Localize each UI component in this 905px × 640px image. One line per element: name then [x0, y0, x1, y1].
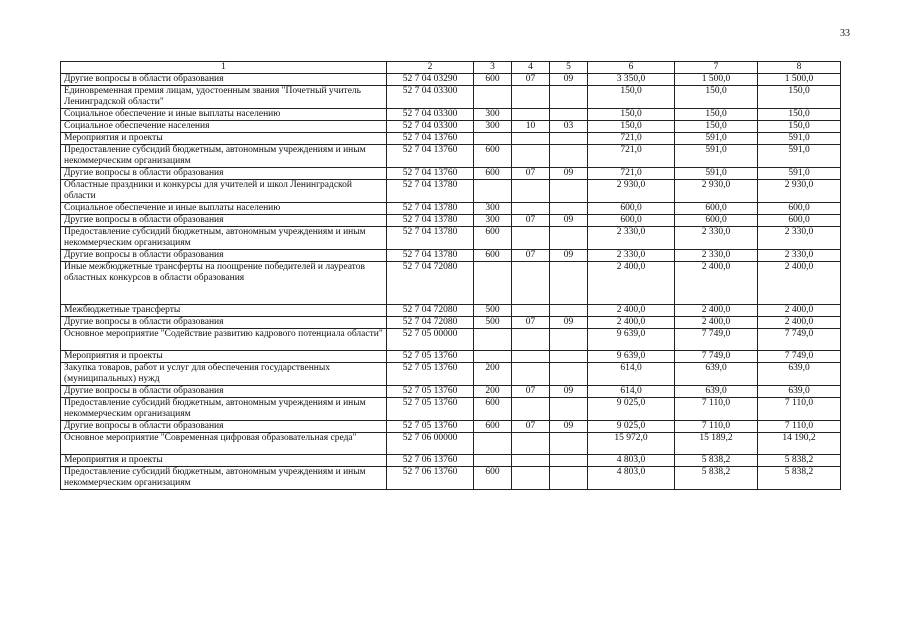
- row-section: [512, 467, 550, 490]
- table-row: [61, 363, 841, 386]
- row-amount-year-2: 600,0: [675, 203, 758, 215]
- row-amount-year-2: 7 749,0: [675, 329, 758, 351]
- row-amount-year-1: 2 400,0: [588, 305, 675, 317]
- row-section: [512, 227, 550, 250]
- row-amount-year-1: 15 972,0: [588, 433, 675, 455]
- row-amount-year-2: 2 400,0: [675, 262, 758, 305]
- row-name: Предоставление субсидий бюджетным, автономным учреждениям и иным некоммерческим организациям: [61, 227, 387, 250]
- row-expense-type: [474, 86, 512, 109]
- row-amount-year-1: 2 400,0: [588, 262, 675, 305]
- row-section: [512, 398, 550, 421]
- table-row: [61, 109, 841, 121]
- table-row: [61, 74, 841, 86]
- row-amount-year-2: 2 330,0: [675, 250, 758, 262]
- row-expense-type: [474, 180, 512, 203]
- row-amount-year-3: 591,0: [758, 145, 841, 168]
- row-amount-year-1: 2 330,0: [588, 250, 675, 262]
- row-expense-type: [474, 133, 512, 145]
- table-row: [61, 203, 841, 215]
- row-code: 52 7 04 03300: [387, 109, 474, 121]
- row-amount-year-1: 3 350,0: [588, 74, 675, 86]
- row-amount-year-1: 9 639,0: [588, 329, 675, 351]
- table-row: [61, 215, 841, 227]
- row-section: [512, 180, 550, 203]
- row-section: 07: [512, 168, 550, 180]
- row-amount-year-2: 2 400,0: [675, 317, 758, 329]
- row-subsection: [550, 433, 588, 455]
- row-code: 52 7 04 13780: [387, 227, 474, 250]
- row-section: 07: [512, 215, 550, 227]
- row-amount-year-2: 639,0: [675, 363, 758, 386]
- column-number-row: [61, 62, 841, 74]
- row-code: 52 7 04 13780: [387, 215, 474, 227]
- row-amount-year-3: 150,0: [758, 86, 841, 109]
- row-code: 52 7 05 13760: [387, 398, 474, 421]
- row-section: [512, 305, 550, 317]
- row-name: Иные межбюджетные трансферты на поощрение победителей и лауреатов областных конкурсов в области образования: [61, 262, 387, 305]
- row-amount-year-3: 2 330,0: [758, 227, 841, 250]
- row-code: 52 7 04 13760: [387, 168, 474, 180]
- row-name: Предоставление субсидий бюджетным, автономным учреждениям и иным некоммерческим организациям: [61, 145, 387, 168]
- row-amount-year-1: 721,0: [588, 145, 675, 168]
- column-header: 5: [550, 62, 588, 74]
- row-name: Другие вопросы в области образования: [61, 215, 387, 227]
- row-amount-year-1: 2 930,0: [588, 180, 675, 203]
- row-name: Другие вопросы в области образования: [61, 421, 387, 433]
- row-amount-year-3: 600,0: [758, 203, 841, 215]
- row-section: 07: [512, 250, 550, 262]
- row-amount-year-2: 15 189,2: [675, 433, 758, 455]
- column-header: 7: [675, 62, 758, 74]
- row-amount-year-1: 4 803,0: [588, 467, 675, 490]
- row-expense-type: [474, 351, 512, 363]
- row-name: Другие вопросы в области образования: [61, 317, 387, 329]
- table-row: [61, 121, 841, 133]
- row-subsection: [550, 180, 588, 203]
- row-name: Предоставление субсидий бюджетным, автономным учреждениям и иным некоммерческим организациям: [61, 398, 387, 421]
- row-section: [512, 145, 550, 168]
- row-section: 10: [512, 121, 550, 133]
- row-expense-type: 600: [474, 398, 512, 421]
- row-expense-type: 600: [474, 421, 512, 433]
- row-name: Закупка товаров, работ и услуг для обеспечения государственных (муниципальных) нужд: [61, 363, 387, 386]
- row-subsection: [550, 262, 588, 305]
- row-subsection: [550, 133, 588, 145]
- row-amount-year-2: 591,0: [675, 168, 758, 180]
- table-row: [61, 421, 841, 433]
- row-subsection: 09: [550, 250, 588, 262]
- row-expense-type: 600: [474, 145, 512, 168]
- row-code: 52 7 06 00000: [387, 433, 474, 455]
- row-code: 52 7 05 13760: [387, 386, 474, 398]
- row-subsection: [550, 109, 588, 121]
- row-name: Единовременная премия лицам, удостоенным звания "Почетный учитель Ленинградской области": [61, 86, 387, 109]
- row-amount-year-1: 2 330,0: [588, 227, 675, 250]
- column-header: 1: [61, 62, 387, 74]
- row-amount-year-3: 2 400,0: [758, 305, 841, 317]
- table-row: [61, 351, 841, 363]
- row-amount-year-1: 9 639,0: [588, 351, 675, 363]
- row-amount-year-3: 1 500,0: [758, 74, 841, 86]
- row-code: 52 7 04 13780: [387, 203, 474, 215]
- table-row: [61, 467, 841, 490]
- table-row: [61, 133, 841, 145]
- row-section: 07: [512, 74, 550, 86]
- row-amount-year-2: 7 110,0: [675, 421, 758, 433]
- budget-table: [60, 61, 841, 490]
- row-section: 07: [512, 317, 550, 329]
- row-amount-year-2: 591,0: [675, 133, 758, 145]
- row-amount-year-2: 5 838,2: [675, 467, 758, 490]
- row-amount-year-3: 591,0: [758, 133, 841, 145]
- table-row: [61, 250, 841, 262]
- row-amount-year-1: 600,0: [588, 215, 675, 227]
- row-amount-year-1: 614,0: [588, 386, 675, 398]
- row-name: Другие вопросы в области образования: [61, 386, 387, 398]
- row-name: Мероприятия и проекты: [61, 455, 387, 467]
- row-expense-type: [474, 455, 512, 467]
- row-subsection: [550, 86, 588, 109]
- table-row: [61, 168, 841, 180]
- row-amount-year-3: 591,0: [758, 168, 841, 180]
- row-amount-year-2: 7 749,0: [675, 351, 758, 363]
- row-amount-year-3: 2 400,0: [758, 317, 841, 329]
- page-number: 33: [840, 28, 850, 39]
- row-name: Другие вопросы в области образования: [61, 250, 387, 262]
- column-header: 6: [588, 62, 675, 74]
- row-name: Другие вопросы в области образования: [61, 168, 387, 180]
- row-code: 52 7 05 13760: [387, 351, 474, 363]
- table-row: [61, 145, 841, 168]
- row-expense-type: [474, 262, 512, 305]
- row-expense-type: 600: [474, 250, 512, 262]
- row-amount-year-1: 721,0: [588, 133, 675, 145]
- row-amount-year-2: 1 500,0: [675, 74, 758, 86]
- row-amount-year-3: 150,0: [758, 109, 841, 121]
- row-amount-year-3: 600,0: [758, 215, 841, 227]
- row-amount-year-2: 2 400,0: [675, 305, 758, 317]
- row-section: 07: [512, 421, 550, 433]
- row-code: 52 7 05 13760: [387, 421, 474, 433]
- row-amount-year-3: 14 190,2: [758, 433, 841, 455]
- row-code: 52 7 06 13760: [387, 467, 474, 490]
- table-row: [61, 329, 841, 351]
- row-section: [512, 133, 550, 145]
- row-code: 52 7 04 03300: [387, 86, 474, 109]
- table-row: [61, 386, 841, 398]
- row-subsection: 09: [550, 317, 588, 329]
- row-subsection: [550, 329, 588, 351]
- row-subsection: 09: [550, 421, 588, 433]
- row-expense-type: 300: [474, 121, 512, 133]
- table-row: [61, 262, 841, 305]
- row-name: Мероприятия и проекты: [61, 133, 387, 145]
- row-subsection: [550, 305, 588, 317]
- row-expense-type: 500: [474, 305, 512, 317]
- row-code: 52 7 06 13760: [387, 455, 474, 467]
- row-subsection: [550, 398, 588, 421]
- row-expense-type: 600: [474, 74, 512, 86]
- row-amount-year-1: 721,0: [588, 168, 675, 180]
- row-subsection: [550, 145, 588, 168]
- row-section: 07: [512, 386, 550, 398]
- row-expense-type: [474, 433, 512, 455]
- row-section: [512, 203, 550, 215]
- table-row: [61, 227, 841, 250]
- row-section: [512, 109, 550, 121]
- row-subsection: [550, 227, 588, 250]
- row-amount-year-3: 2 330,0: [758, 250, 841, 262]
- row-amount-year-3: 7 749,0: [758, 329, 841, 351]
- row-name: Другие вопросы в области образования: [61, 74, 387, 86]
- row-code: 52 7 05 00000: [387, 329, 474, 351]
- row-amount-year-3: 7 110,0: [758, 421, 841, 433]
- row-amount-year-3: 150,0: [758, 121, 841, 133]
- row-name: Социальное обеспечение и иные выплаты населению: [61, 203, 387, 215]
- row-subsection: 09: [550, 215, 588, 227]
- row-expense-type: 200: [474, 386, 512, 398]
- row-name: Основное мероприятие "Современная цифровая образовательная среда": [61, 433, 387, 455]
- row-expense-type: 300: [474, 109, 512, 121]
- row-subsection: [550, 455, 588, 467]
- row-subsection: [550, 467, 588, 490]
- row-expense-type: 300: [474, 215, 512, 227]
- table-row: [61, 398, 841, 421]
- row-name: Основное мероприятие "Содействие развитию кадрового потенциала области": [61, 329, 387, 351]
- row-name: Областные праздники и конкурсы для учителей и школ Ленинградской области: [61, 180, 387, 203]
- row-amount-year-3: 639,0: [758, 363, 841, 386]
- row-amount-year-2: 150,0: [675, 86, 758, 109]
- row-section: [512, 329, 550, 351]
- row-amount-year-2: 5 838,2: [675, 455, 758, 467]
- row-section: [512, 351, 550, 363]
- row-amount-year-2: 7 110,0: [675, 398, 758, 421]
- row-amount-year-2: 591,0: [675, 145, 758, 168]
- row-code: 52 7 04 03290: [387, 74, 474, 86]
- table-row: [61, 433, 841, 455]
- row-amount-year-2: 150,0: [675, 109, 758, 121]
- table-row: [61, 180, 841, 203]
- row-subsection: 03: [550, 121, 588, 133]
- row-amount-year-2: 600,0: [675, 215, 758, 227]
- row-name: Межбюджетные трансферты: [61, 305, 387, 317]
- row-name: Предоставление субсидий бюджетным, автономным учреждениям и иным некоммерческим организациям: [61, 467, 387, 490]
- row-expense-type: [474, 329, 512, 351]
- row-code: 52 7 04 13760: [387, 145, 474, 168]
- row-amount-year-1: 9 025,0: [588, 421, 675, 433]
- row-code: 52 7 04 03300: [387, 121, 474, 133]
- row-amount-year-1: 150,0: [588, 109, 675, 121]
- row-amount-year-2: 2 930,0: [675, 180, 758, 203]
- column-header: 4: [512, 62, 550, 74]
- table-row: [61, 305, 841, 317]
- row-section: [512, 363, 550, 386]
- row-section: [512, 433, 550, 455]
- row-code: 52 7 04 72080: [387, 317, 474, 329]
- row-amount-year-1: 150,0: [588, 121, 675, 133]
- row-amount-year-2: 150,0: [675, 121, 758, 133]
- row-name: Социальное обеспечение и иные выплаты населению: [61, 109, 387, 121]
- row-amount-year-1: 614,0: [588, 363, 675, 386]
- row-section: [512, 262, 550, 305]
- row-code: 52 7 04 13780: [387, 180, 474, 203]
- table-row: [61, 86, 841, 109]
- column-header: 3: [474, 62, 512, 74]
- row-code: 52 7 04 13760: [387, 133, 474, 145]
- row-subsection: [550, 363, 588, 386]
- row-subsection: 09: [550, 74, 588, 86]
- row-amount-year-1: 4 803,0: [588, 455, 675, 467]
- row-amount-year-3: 5 838,2: [758, 467, 841, 490]
- row-amount-year-3: 5 838,2: [758, 455, 841, 467]
- row-expense-type: 600: [474, 467, 512, 490]
- row-amount-year-3: 2 400,0: [758, 262, 841, 305]
- table-row: [61, 317, 841, 329]
- row-subsection: [550, 203, 588, 215]
- row-code: 52 7 04 72080: [387, 305, 474, 317]
- row-expense-type: 600: [474, 227, 512, 250]
- row-amount-year-2: 639,0: [675, 386, 758, 398]
- row-name: Социальное обеспечение населения: [61, 121, 387, 133]
- row-amount-year-1: 9 025,0: [588, 398, 675, 421]
- row-subsection: [550, 351, 588, 363]
- row-subsection: 09: [550, 168, 588, 180]
- row-amount-year-1: 600,0: [588, 203, 675, 215]
- row-amount-year-1: 2 400,0: [588, 317, 675, 329]
- row-amount-year-3: 7 110,0: [758, 398, 841, 421]
- row-code: 52 7 04 13780: [387, 250, 474, 262]
- row-amount-year-1: 150,0: [588, 86, 675, 109]
- row-section: [512, 455, 550, 467]
- row-amount-year-3: 7 749,0: [758, 351, 841, 363]
- row-expense-type: 200: [474, 363, 512, 386]
- table-row: [61, 455, 841, 467]
- row-code: 52 7 04 72080: [387, 262, 474, 305]
- column-header: 2: [387, 62, 474, 74]
- row-code: 52 7 05 13760: [387, 363, 474, 386]
- row-name: Мероприятия и проекты: [61, 351, 387, 363]
- row-amount-year-2: 2 330,0: [675, 227, 758, 250]
- row-expense-type: 300: [474, 203, 512, 215]
- column-header: 8: [758, 62, 841, 74]
- row-section: [512, 86, 550, 109]
- row-amount-year-3: 639,0: [758, 386, 841, 398]
- row-subsection: 09: [550, 386, 588, 398]
- row-amount-year-3: 2 930,0: [758, 180, 841, 203]
- row-expense-type: 600: [474, 168, 512, 180]
- row-expense-type: 500: [474, 317, 512, 329]
